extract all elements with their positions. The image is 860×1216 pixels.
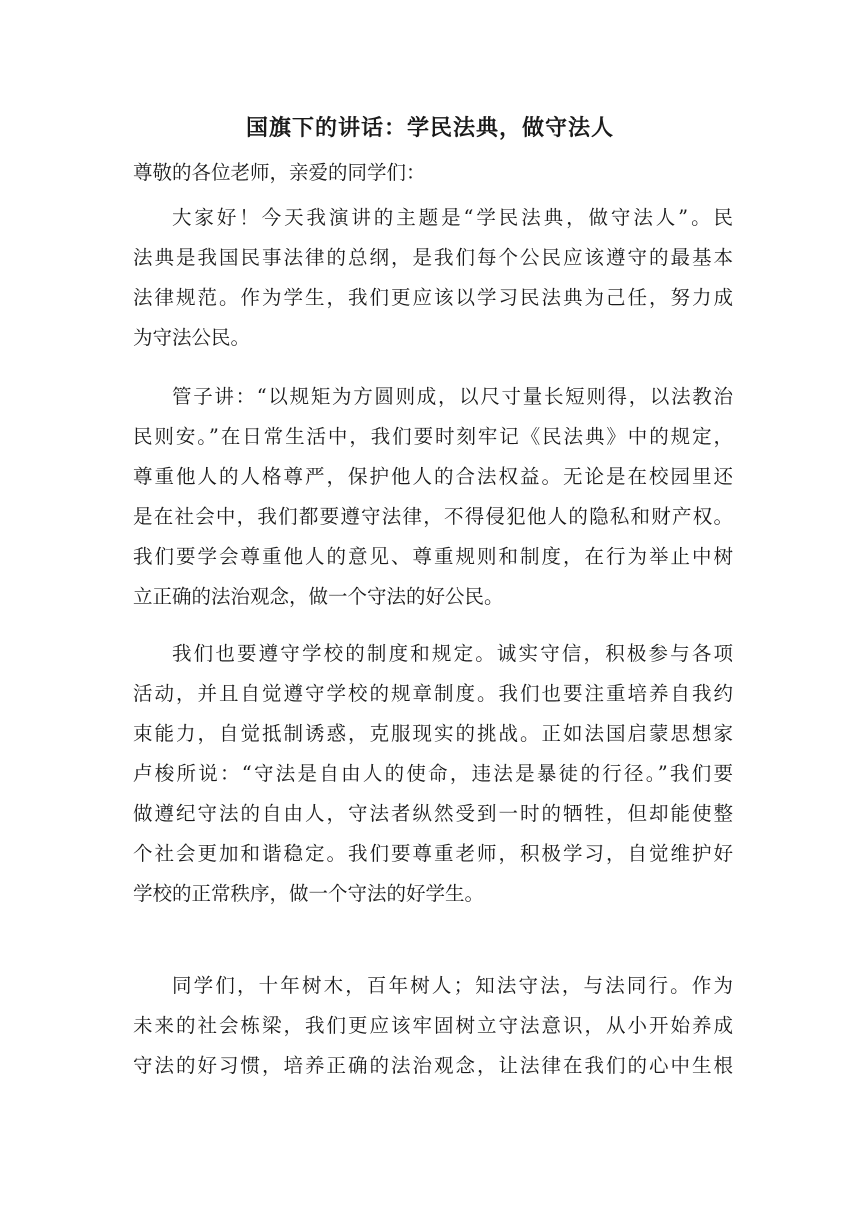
paragraph-line: 束能力，自觉抵制诱惑，克服现实的挑战。正如法国启蒙思想家 <box>133 722 733 745</box>
paragraph-2 <box>133 377 733 617</box>
paragraph-1 <box>133 198 733 358</box>
document-title: 国旗下的讲话：学民法典，做守法人 <box>245 115 614 141</box>
salutation: 尊敬的各位老师，亲爱的同学们： <box>133 161 426 184</box>
paragraph-line: 学校的正常秩序，做一个守法的好学生。 <box>133 882 485 905</box>
paragraph-line: 我们要学会尊重他人的意见、尊重规则和制度，在行为举止中树 <box>133 545 733 568</box>
paragraph-line: 立正确的法治观念，做一个守法的好公民。 <box>133 585 504 608</box>
paragraph-line: 我们也要遵守学校的制度和规定。诚实守信，积极参与各项 <box>172 642 733 665</box>
paragraph-line: 做遵纪守法的自由人，守法者纵然受到一时的牺牲，但却能使整 <box>133 802 733 825</box>
paragraph-line: 民则安。”在日常生活中，我们要时刻牢记《民法典》中的规定， <box>133 425 733 448</box>
paragraph-line: 未来的社会栋梁，我们更应该牢固树立守法意识，从小开始养成 <box>133 1014 733 1037</box>
paragraph-line: 是在社会中，我们都要遵守法律，不得侵犯他人的隐私和财产权。 <box>133 505 733 528</box>
paragraph-line: 管子讲：“以规矩为方圆则成，以尺寸量长短则得，以法教治 <box>172 385 733 408</box>
paragraph-line: 守法的好习惯，培养正确的法治观念，让法律在我们的心中生根 <box>133 1054 733 1077</box>
paragraph-line: 同学们，十年树木，百年树人；知法守法，与法同行。作为 <box>172 974 733 997</box>
paragraph-line: 尊重他人的人格尊严，保护他人的合法权益。无论是在校园里还 <box>133 465 733 488</box>
paragraph-3 <box>133 634 733 914</box>
paragraph-line: 为守法公民。 <box>133 326 251 349</box>
paragraph-line: 个社会更加和谐稳定。我们要尊重老师，积极学习，自觉维护好 <box>133 842 733 865</box>
paragraph-line: 活动，并且自觉遵守学校的规章制度。我们也要注重培养自我约 <box>133 682 733 705</box>
paragraph-line: 法典是我国民事法律的总纲，是我们每个公民应该遵守的最基本 <box>133 246 733 269</box>
paragraph-line: 大家好！今天我演讲的主题是“学民法典，做守法人”。民 <box>172 206 733 229</box>
paragraph-4 <box>133 966 733 1086</box>
paragraph-line: 卢梭所说：“守法是自由人的使命，违法是暴徒的行径。”我们要 <box>133 762 733 785</box>
paragraph-line: 法律规范。作为学生，我们更应该以学习民法典为己任，努力成 <box>133 286 733 309</box>
